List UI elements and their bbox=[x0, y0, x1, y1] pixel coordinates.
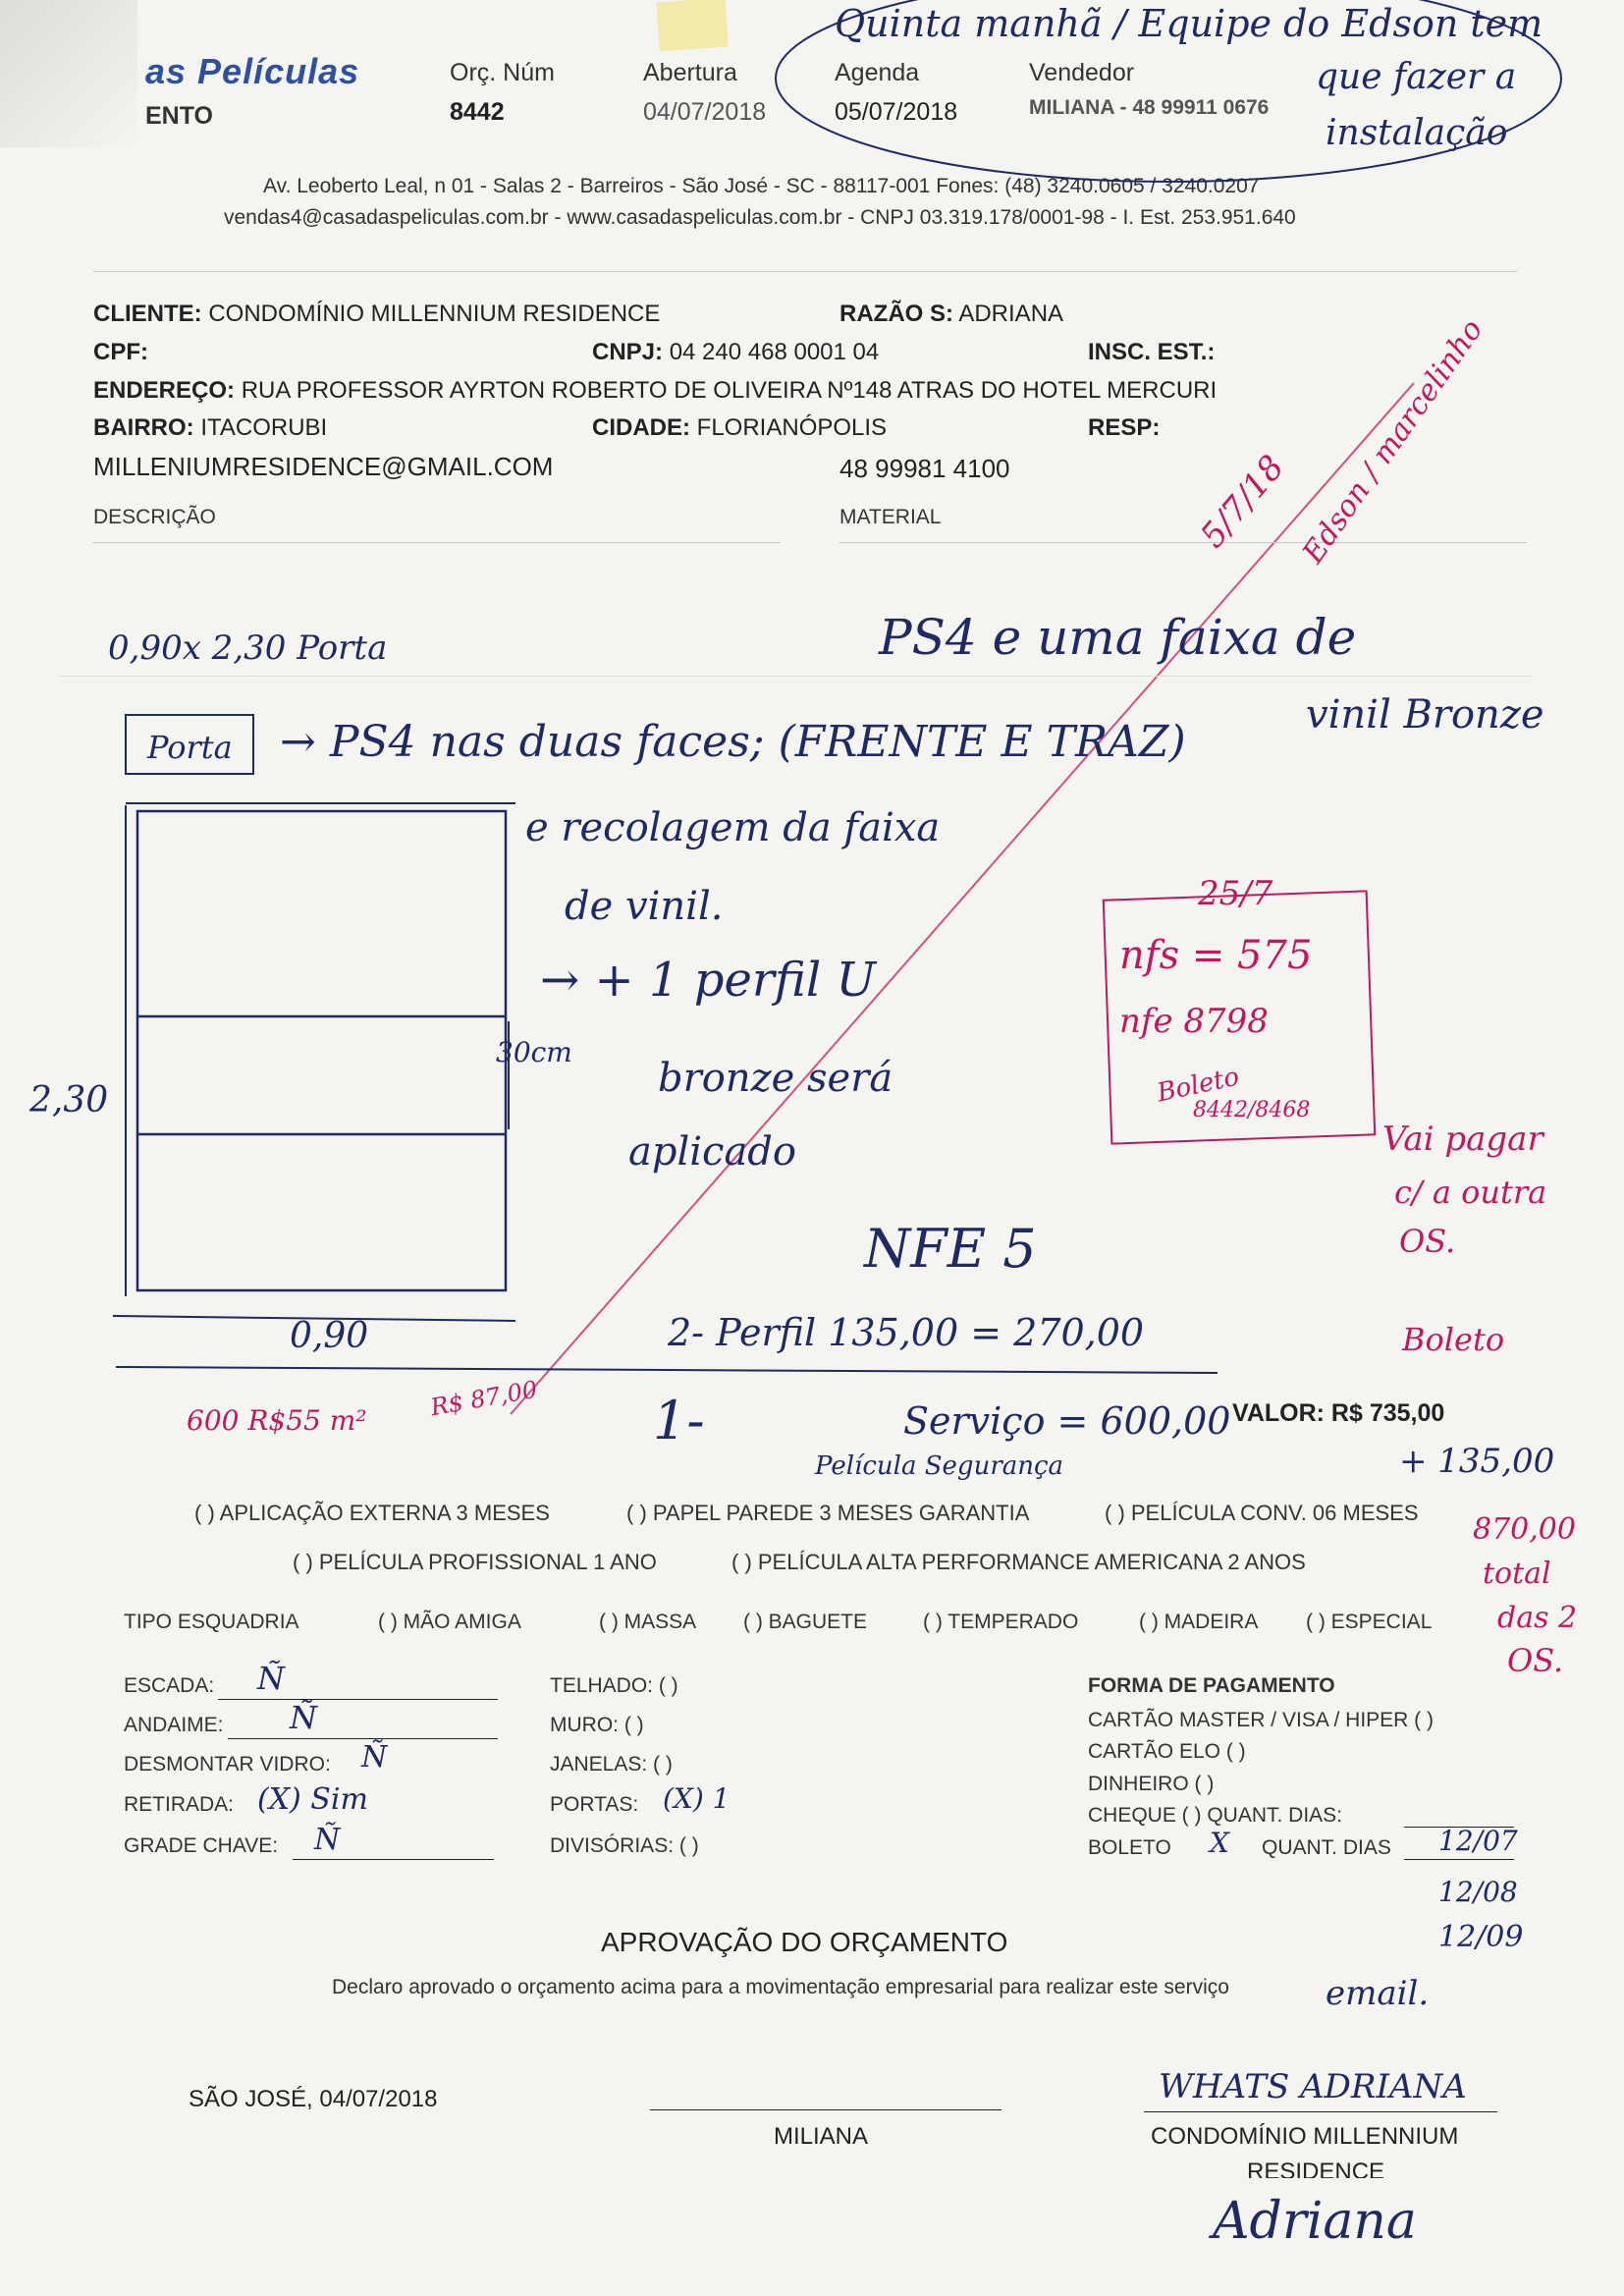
divisorias-label: DIVISÓRIAS: ( ) bbox=[550, 1834, 699, 1857]
pink-box-os: 8442/8468 bbox=[1193, 1098, 1311, 1122]
tipo-especial: ( ) ESPECIAL bbox=[1306, 1611, 1433, 1633]
hw-line1: → PS4 nas duas faces; (FRENTE E TRAZ) bbox=[280, 717, 1186, 767]
signer-right-2: RESIDENCE bbox=[1247, 2159, 1385, 2178]
pink-total-3: das 2 bbox=[1497, 1601, 1578, 1635]
cnpj-value: 04 240 468 0001 04 bbox=[669, 339, 880, 365]
boleto-mark: X bbox=[1210, 1827, 1229, 1859]
pink-box-nfs: nfs = 575 bbox=[1119, 933, 1313, 978]
pink-left-price: 600 R$55 m² bbox=[187, 1404, 367, 1437]
escada-line bbox=[218, 1699, 498, 1700]
pagamento-cheque: CHEQUE ( ) QUANT. DIAS: bbox=[1088, 1804, 1343, 1827]
vendedor-value: MILIANA - 48 99911 0676 bbox=[1029, 96, 1270, 119]
hw-line4: → + 1 perfil U bbox=[540, 953, 876, 1008]
desmontar-label: DESMONTAR VIDRO: bbox=[124, 1753, 331, 1776]
bairro-label: BAIRRO: bbox=[93, 414, 194, 441]
pink-box-date: 25/7 bbox=[1198, 874, 1273, 913]
pink-total-1: 870,00 bbox=[1473, 1512, 1576, 1547]
descricao-rule bbox=[93, 542, 781, 543]
hw-vinil-bronze: vinil Bronze bbox=[1306, 692, 1544, 738]
boleto-dias-line bbox=[1404, 1859, 1514, 1860]
escada-value: Ñ bbox=[257, 1660, 285, 1697]
abertura-date: 04/07/2018 bbox=[643, 98, 767, 126]
tipo-baguete: ( ) BAGUETE bbox=[743, 1611, 868, 1633]
top-note-1: Quinta manhã / Equipe do Edson tem bbox=[835, 2, 1543, 45]
material-label: MATERIAL bbox=[839, 506, 942, 528]
pagamento-cartao-master: CARTÃO MASTER / VISA / HIPER ( ) bbox=[1088, 1709, 1435, 1731]
body-rule bbox=[59, 676, 1532, 677]
valor-total: VALOR: R$ 735,00 bbox=[1232, 1399, 1445, 1427]
pink-diag-date: 5/7/18 bbox=[1193, 448, 1292, 556]
top-note-3: instalação bbox=[1326, 113, 1508, 153]
hw-line5: bronze será bbox=[658, 1056, 893, 1101]
tipo-temperado: ( ) TEMPERADO bbox=[923, 1611, 1079, 1633]
tipo-mao-amiga: ( ) MÃO AMIGA bbox=[378, 1611, 521, 1633]
hw-perfil-line: 2- Perfil 135,00 = 270,00 bbox=[668, 1311, 1145, 1354]
orc-label: Orç. Núm bbox=[450, 59, 555, 86]
endereco-value: RUA PROFESSOR AYRTON ROBERTO DE OLIVEIRA Nº148 ATRAS DO HOTEL MERCURI bbox=[241, 377, 1218, 404]
pagamento-cartao-elo: CARTÃO ELO ( ) bbox=[1088, 1740, 1246, 1763]
retirada-label: RETIRADA: bbox=[124, 1793, 235, 1816]
email-value: MILLENIUMRESIDENCE@GMAIL.COM bbox=[93, 452, 554, 481]
grade-value: Ñ bbox=[314, 1823, 341, 1857]
agenda-date: 05/07/2018 bbox=[835, 98, 958, 126]
boleto-dia-3: 12/09 bbox=[1438, 1920, 1524, 1954]
pagamento-dinheiro: DINHEIRO ( ) bbox=[1088, 1773, 1215, 1795]
pink-total-2: total bbox=[1483, 1557, 1551, 1591]
escada-label: ESCADA: bbox=[124, 1674, 215, 1697]
tipo-madeira: ( ) MADEIRA bbox=[1139, 1611, 1259, 1633]
bairro-row bbox=[93, 414, 327, 442]
pink-vai-1: Vai pagar bbox=[1382, 1120, 1543, 1159]
andaime-value: Ñ bbox=[290, 1699, 317, 1736]
cliente-value: CONDOMÍNIO MILLENNIUM RESIDENCE bbox=[208, 301, 661, 327]
hw-porta-box: Porta bbox=[147, 729, 233, 766]
opt-papel-parede: ( ) PAPEL PAREDE 3 MESES GARANTIA bbox=[626, 1501, 1030, 1525]
pink-box-boleto: Boleto bbox=[1154, 1062, 1242, 1109]
cidade-row bbox=[592, 414, 887, 442]
hw-strip: 30cm bbox=[496, 1036, 572, 1068]
pagamento-boleto: BOLETO bbox=[1088, 1836, 1171, 1859]
cidade-label: CIDADE: bbox=[592, 414, 690, 441]
hw-dims: 0,90x 2,30 Porta bbox=[108, 629, 388, 668]
pink-vai-2: c/ a outra bbox=[1394, 1174, 1547, 1211]
desmontar-value: Ñ bbox=[361, 1740, 388, 1775]
razao-row bbox=[839, 301, 1063, 328]
signature-line-right bbox=[1144, 2111, 1497, 2112]
razao-label: RAZÃO S: bbox=[839, 301, 953, 327]
signature-whats: WHATS ADRIANA bbox=[1159, 2067, 1467, 2106]
grade-line bbox=[293, 1859, 494, 1860]
opt-pelicula-conv: ( ) PELÍCULA CONV. 06 MESES bbox=[1105, 1501, 1419, 1525]
hw-line2: e recolagem da faixa bbox=[525, 805, 941, 850]
approval-email-note: email. bbox=[1326, 1974, 1430, 2013]
approval-place-date: SÃO JOSÉ, 04/07/2018 bbox=[189, 2086, 438, 2112]
boleto-dia-1: 12/07 bbox=[1438, 1825, 1518, 1857]
vendedor-label: Vendedor bbox=[1029, 59, 1135, 86]
opt-aplicacao: ( ) APLICAÇÃO EXTERNA 3 MESES bbox=[194, 1501, 550, 1525]
hw-width: 0,90 bbox=[290, 1316, 369, 1356]
hw-pelicula-seg: Película Segurança bbox=[815, 1451, 1064, 1481]
cnpj-label: CNPJ: bbox=[592, 339, 664, 365]
logo-subtitle: ENTO bbox=[145, 102, 213, 130]
hw-plus135: + 135,00 bbox=[1399, 1442, 1555, 1481]
opt-pelicula-alta: ( ) PELÍCULA ALTA PERFORMANCE AMERICANA 2 ANOS bbox=[731, 1550, 1306, 1574]
opt-pelicula-prof: ( ) PELÍCULA PROFISSIONAL 1 ANO bbox=[293, 1550, 657, 1574]
approval-declaration: Declaro aprovado o orçamento acima para a movimentação empresarial para realizar este serviço bbox=[332, 1976, 1229, 1998]
orc-number: 8442 bbox=[450, 98, 505, 126]
bairro-value: ITACORUBI bbox=[200, 414, 328, 441]
janelas-label: JANELAS: ( ) bbox=[550, 1753, 673, 1776]
hw-line3: de vinil. bbox=[565, 884, 724, 929]
retirada-value: (X) Sim bbox=[257, 1782, 368, 1817]
andaime-label: ANDAIME: bbox=[124, 1714, 224, 1736]
portas-label: PORTAS: bbox=[550, 1793, 639, 1816]
hw-ps4-top: PS4 e uma faixa de bbox=[879, 609, 1357, 666]
endereco-label: ENDEREÇO: bbox=[93, 377, 236, 404]
telhado-label: TELHADO: ( ) bbox=[550, 1674, 678, 1697]
cnpj-row bbox=[592, 339, 879, 366]
descricao-label: DESCRIÇÃO bbox=[93, 506, 216, 528]
tipo-massa: ( ) MASSA bbox=[599, 1611, 697, 1633]
approval-title: APROVAÇÃO DO ORÇAMENTO bbox=[601, 1927, 1008, 1957]
signature-adriana: Adriana bbox=[1213, 2192, 1417, 2251]
hw-height: 2,30 bbox=[29, 1080, 109, 1121]
cliente-row bbox=[93, 301, 660, 328]
company-logo: as Películas bbox=[145, 51, 360, 91]
insc-label: INSC. EST.: bbox=[1088, 339, 1216, 365]
signer-right-1: CONDOMÍNIO MILLENNIUM bbox=[1151, 2123, 1459, 2150]
material-rule bbox=[839, 542, 1527, 543]
cliente-label: CLIENTE: bbox=[93, 301, 202, 327]
portas-value: (X) 1 bbox=[663, 1782, 731, 1815]
pink-diag-names: Edson / marcelinho bbox=[1296, 313, 1490, 571]
hw-line6: aplicado bbox=[628, 1129, 796, 1175]
pink-box-nfe: nfe 8798 bbox=[1119, 1002, 1269, 1041]
endereco-row bbox=[93, 377, 1217, 405]
pagamento-boleto-dias: QUANT. DIAS bbox=[1262, 1836, 1391, 1859]
signature-line-left bbox=[650, 2109, 1001, 2110]
cpf-label: CPF: bbox=[93, 339, 148, 365]
hw-servico: Serviço = 600,00 bbox=[903, 1399, 1231, 1443]
pink-boleto: Boleto bbox=[1402, 1321, 1505, 1358]
signer-left: MILIANA bbox=[774, 2123, 869, 2150]
contact-line: vendas4@casadaspeliculas.com.br - www.casadaspeliculas.com.br - CNPJ 03.319.178/0001-98 - I. Est. 253.951.640 bbox=[224, 206, 1296, 229]
tipo-esquadria-label: TIPO ESQUADRIA bbox=[124, 1611, 299, 1633]
grade-label: GRADE CHAVE: bbox=[124, 1834, 279, 1857]
razao-value: ADRIANA bbox=[958, 301, 1064, 327]
hw-one: 1- bbox=[653, 1390, 705, 1451]
pink-total-4: OS. bbox=[1507, 1642, 1564, 1679]
cidade-value: FLORIANÓPOLIS bbox=[696, 414, 888, 441]
pagamento-title: FORMA DE PAGAMENTO bbox=[1088, 1674, 1335, 1697]
pink-left-rs: R$ 87,00 bbox=[428, 1375, 540, 1422]
agenda-label: Agenda bbox=[835, 59, 920, 86]
pink-vai-3: OS. bbox=[1399, 1223, 1456, 1260]
boleto-dia-2: 12/08 bbox=[1438, 1876, 1518, 1908]
address-line: Av. Leoberto Leal, n 01 - Salas 2 - Barreiros - São José - SC - 88117-001 Fones: (48) 3240.0605 / 3240.0207 bbox=[263, 175, 1260, 197]
hw-nfe5: NFE 5 bbox=[864, 1218, 1037, 1280]
andaime-line bbox=[228, 1738, 498, 1739]
phone-value: 48 99981 4100 bbox=[839, 454, 1010, 483]
abertura-label: Abertura bbox=[643, 59, 737, 86]
muro-label: MURO: ( ) bbox=[550, 1714, 644, 1736]
resp-label: RESP: bbox=[1088, 414, 1161, 441]
top-note-2: que fazer a bbox=[1316, 57, 1517, 97]
